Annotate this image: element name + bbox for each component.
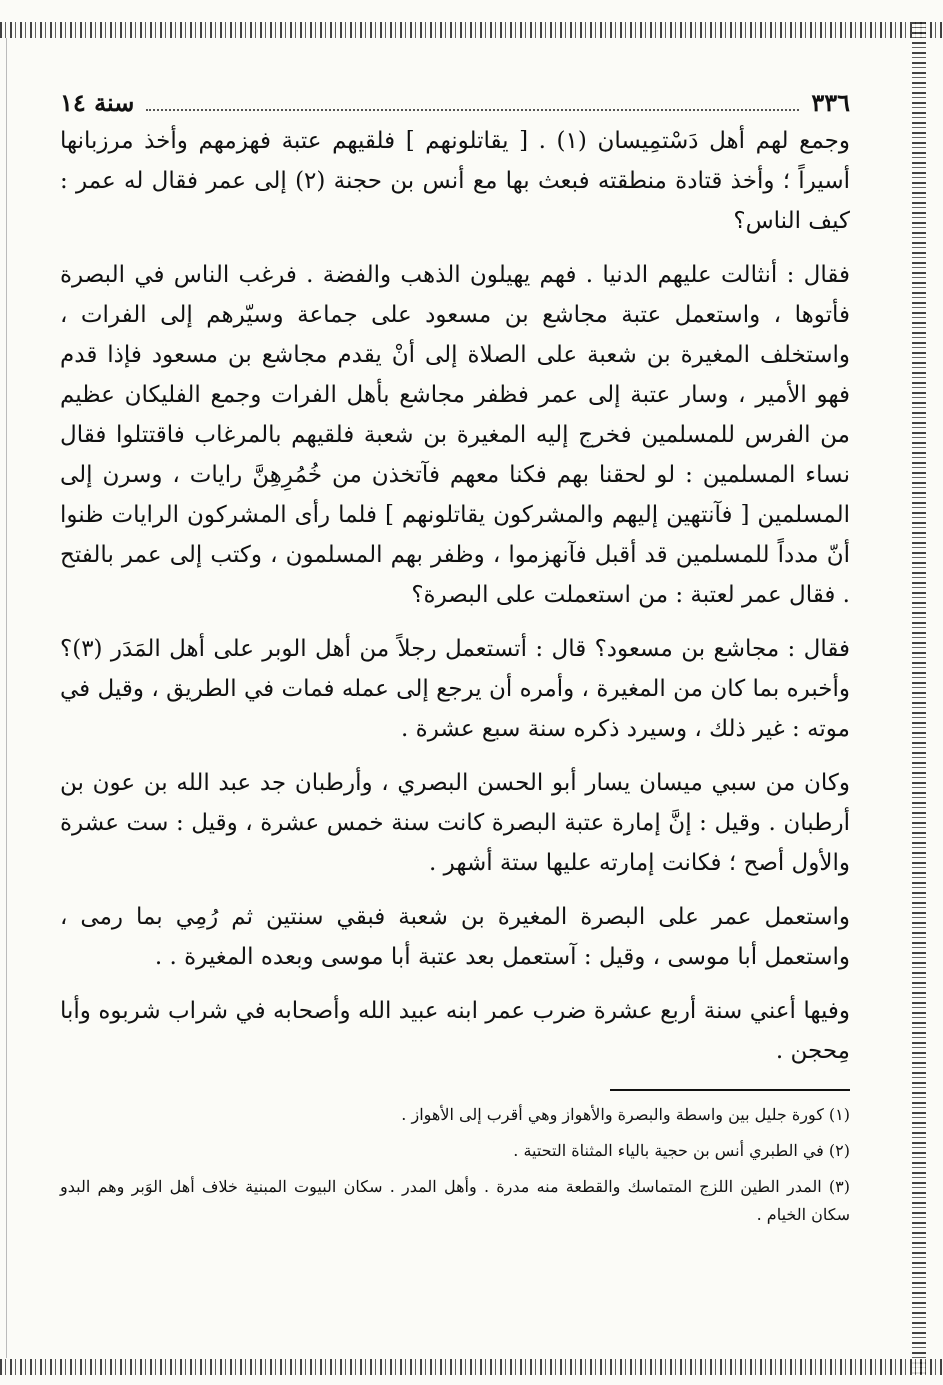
page-number: ٣٣٦ xyxy=(811,88,850,117)
running-header xyxy=(60,88,850,117)
footnote-separator xyxy=(610,1089,850,1091)
footnote: (١) كورة جليل بين واسطة والبصرة والأهواز وهي أقرب إلى الأهواز . xyxy=(401,1105,850,1124)
paragraph: وفيها أعني سنة أربع عشرة ضرب عمر ابنه عبيد الله وأصحابه في شراب شربوه وأبا مِحجن . xyxy=(60,998,850,1064)
ornamental-border-top xyxy=(0,22,943,38)
paragraph: واستعمل عمر على البصرة المغيرة بن شعبة فبقي سنتين ثم رُمِي بما رمى ، واستعمل أبا موسى ، وقيل : آستعمل بعد عتبة أبا موسى وبعده المغيرة . . xyxy=(60,904,850,970)
header-dotted-leader xyxy=(146,109,799,111)
paragraph: فقال : مجاشع بن مسعود؟ قال : أتستعمل رجلاً من أهل الوبر على أهل المَدَر (٣)؟ وأخبره بما كان من المغيرة ، وأمره أن يرجع إلى عمله فمات في الطريق ، وقيل في موته : غير ذلك ، وسيرد ذكره سنة سبع عشرة . xyxy=(60,636,850,742)
ornamental-border-right xyxy=(912,22,926,1375)
paragraph: وجمع لهم أهل دَسْتمِيسان (١) . [ يقاتلونهم ] فلقيهم عتبة فهزمهم وأخذ مرزبانها أسيراً ؛ وأخذ قتادة منطقته فبعث بها مع أنس بن حجنة (٢) إلى عمر فقال له عمر : كيف الناس؟ xyxy=(60,128,850,234)
page-content xyxy=(60,88,850,1237)
body-text xyxy=(60,121,850,1071)
page-edge-line xyxy=(6,38,7,1358)
paragraph: وكان من سبي ميسان يسار أبو الحسن البصري ، وأرطبان جد عبد الله بن عون بن أرطبان . وقيل : إنَّ إمارة عتبة البصرة كانت سنة خمس عشرة ، وقيل : ست عشرة والأول أصح ؛ فكانت إمارته عليها ستة أشهر . xyxy=(60,770,850,876)
footnotes xyxy=(60,1101,850,1229)
footnote: (٢) في الطبري أنس بن حجية بالياء المثناة التحتية . xyxy=(513,1141,850,1160)
ornamental-border-bottom xyxy=(0,1359,943,1375)
year-label: سنة ١٤ xyxy=(60,88,135,117)
paragraph: فقال : أنثالت عليهم الدنيا . فهم يهيلون الذهب والفضة . فرغب الناس في البصرة فأتوها ، واستعمل عتبة مجاشع بن مسعود على جماعة وسيّرهم إلى الفرات ، واستخلف المغيرة بن شعبة على الصلاة إلى أنْ يقدم مجاشع بن مسعود فإذا قدم فهو الأمير ، وسار عتبة إلى عمر فظفر مجاشع بأهل الفرات وجمع الفليكان عظيم من الفرس للمسلمين فخرج إليه المغيرة بن شعبة فلقيهم بالمرغاب فاقتتلوا فقال نساء المسلمين : لو لحقنا بهم فكنا معهم فآتخذن من خُمُرِهِنَّ رايات ، وسرن إلى المسلمين [ فآنتهين إليهم والمشركون يقاتلونهم ] فلما رأى المشركون الرايات ظنوا أنّ مدداً للمسلمين قد أقبل فآنهزموا ، وظفر بهم المسلمون ، وكتب إلى عمر بالفتح . فقال عمر لعتبة : من استعملت على البصرة؟ xyxy=(60,262,850,608)
footnote: (٣) المدر الطين اللزج المتماسك والقطعة منه مدرة . وأهل المدر . سكان البيوت المبنية خلاف أهل الوَبر وهم البدو سكان الخيام . xyxy=(60,1177,850,1224)
